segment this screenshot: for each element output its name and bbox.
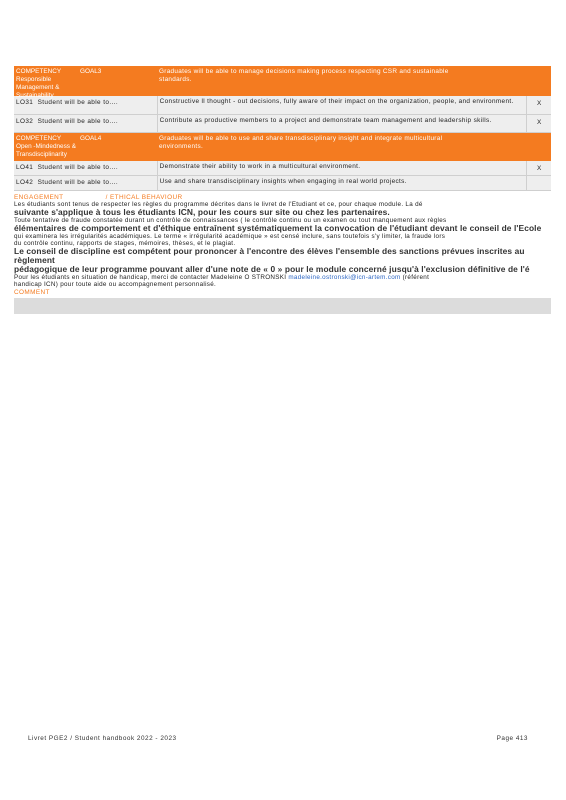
goal4-code: GOAL4	[80, 135, 102, 142]
ethical-label: / ETHICAL BEHAVIOUR	[105, 194, 183, 201]
goal3-label: COMPETENCY	[16, 68, 62, 75]
lo42-description: Use and share transdisciplinary insights when engaging in real world projects.	[157, 176, 527, 190]
footer-left: Livret PGE2 / Student handbook 2022 - 2023	[28, 735, 177, 742]
goal4-header	[14, 133, 551, 161]
lo32-mark: X	[526, 115, 551, 132]
goal3-header	[14, 66, 551, 99]
goal4-text: Graduates will be able to use and share transdisciplinary insight and integrate multicultural environments.	[159, 135, 443, 150]
lo31-description: Constructive ll thought - out decisions, fully aware of their impact on the organization, people, and environment.	[157, 96, 527, 114]
goal4-competency-name: Open -Mindedness & Transdisciplinarity	[16, 143, 77, 158]
handicap-text-2: handicap ICN) pour toute aide ou accompagnement personnalisé.	[14, 281, 217, 288]
comment-box	[14, 298, 551, 314]
rules-text-3: Toute tentative de fraude constatée durant un contrôle de connaissances ( le contrôle continu ou un examen ou tout manquement aux règles	[14, 217, 447, 224]
lo41-code: LO41 Student will be able to....	[16, 164, 119, 171]
lo42-mark	[526, 176, 551, 190]
goal3-competency-name: Responsible Management & Sustainability	[16, 76, 60, 99]
lo31-row	[14, 96, 551, 115]
lo42-row	[14, 176, 551, 191]
learning-goals-table	[14, 66, 551, 314]
lo41-row	[14, 161, 551, 176]
rules-text-1: Les étudiants sont tenus de respecter les règles du programme décrites dans le livret de l'Etudiant et ce, pour chaque module. La dé	[14, 201, 423, 208]
engagement-heading	[14, 194, 551, 201]
lo32-description: Contribute as productive members to a project and demonstrate team management and leadership skills.	[157, 115, 527, 132]
rules-text-7: Le conseil de discipline est compétent pour prononcer à l'encontre des élèves l'ensemble des sanctions prévues inscrites au règlement	[14, 246, 525, 265]
goal3-text: Graduates will be able to manage decisions making process respecting CSR and sustainable standards.	[159, 68, 449, 83]
goal4-label: COMPETENCY	[16, 135, 62, 142]
lo32-row	[14, 115, 551, 133]
page-footer	[28, 735, 528, 742]
engagement-label: ENGAGEMENT	[14, 194, 64, 201]
goal3-competency	[14, 68, 80, 99]
handicap-text: Pour les étudiants en situation de handicap, merci de contacter Madeleine O STRONSKI madeleine.ostronski@icn-artem.com (référent	[14, 274, 430, 281]
rules-text-8: pédagogique de leur programme pouvant aller d'une note de « 0 » pour le module concerné jusqu'à l'exclusion définitive de l'é	[14, 264, 530, 274]
goal3-code: GOAL3	[80, 68, 102, 75]
rules-text-6: du contrôle continu, rapports de stages, mémoires, thèses, et le plagiat.	[14, 240, 236, 247]
goal4-competency	[14, 135, 80, 161]
lo31-mark: X	[526, 96, 551, 114]
lo41-description: Demonstrate their ability to work in a multicultural environment.	[157, 161, 527, 175]
lo42-code: LO42 Student will be able to....	[16, 179, 119, 186]
comment-label: COMMENT	[14, 289, 50, 296]
rules-text-5: qui examinera les irrégularités académiques. Le terme « irrégularité académique » est censé inclure, sans toutefois s'y limiter, la fraude lors	[14, 233, 446, 240]
handicap-email-link[interactable]: madeleine.ostronski@icn-artem.com	[288, 274, 401, 281]
lo31-code: LO31 Student will be able to....	[16, 99, 119, 106]
rules-text-2: suivante s'applique à tous les étudiants ICN, pour les cours sur site ou chez les partenaires.	[14, 207, 390, 217]
lo41-mark: X	[526, 161, 551, 175]
lo32-code: LO32 Student will be able to....	[16, 118, 119, 125]
rules-text-4: élémentaires de comportement et d'éthique entraînent systématiquement la convocation de l'étudiant devant le conseil de l'Ecole	[14, 223, 542, 233]
page-number: Page 413	[496, 735, 528, 742]
